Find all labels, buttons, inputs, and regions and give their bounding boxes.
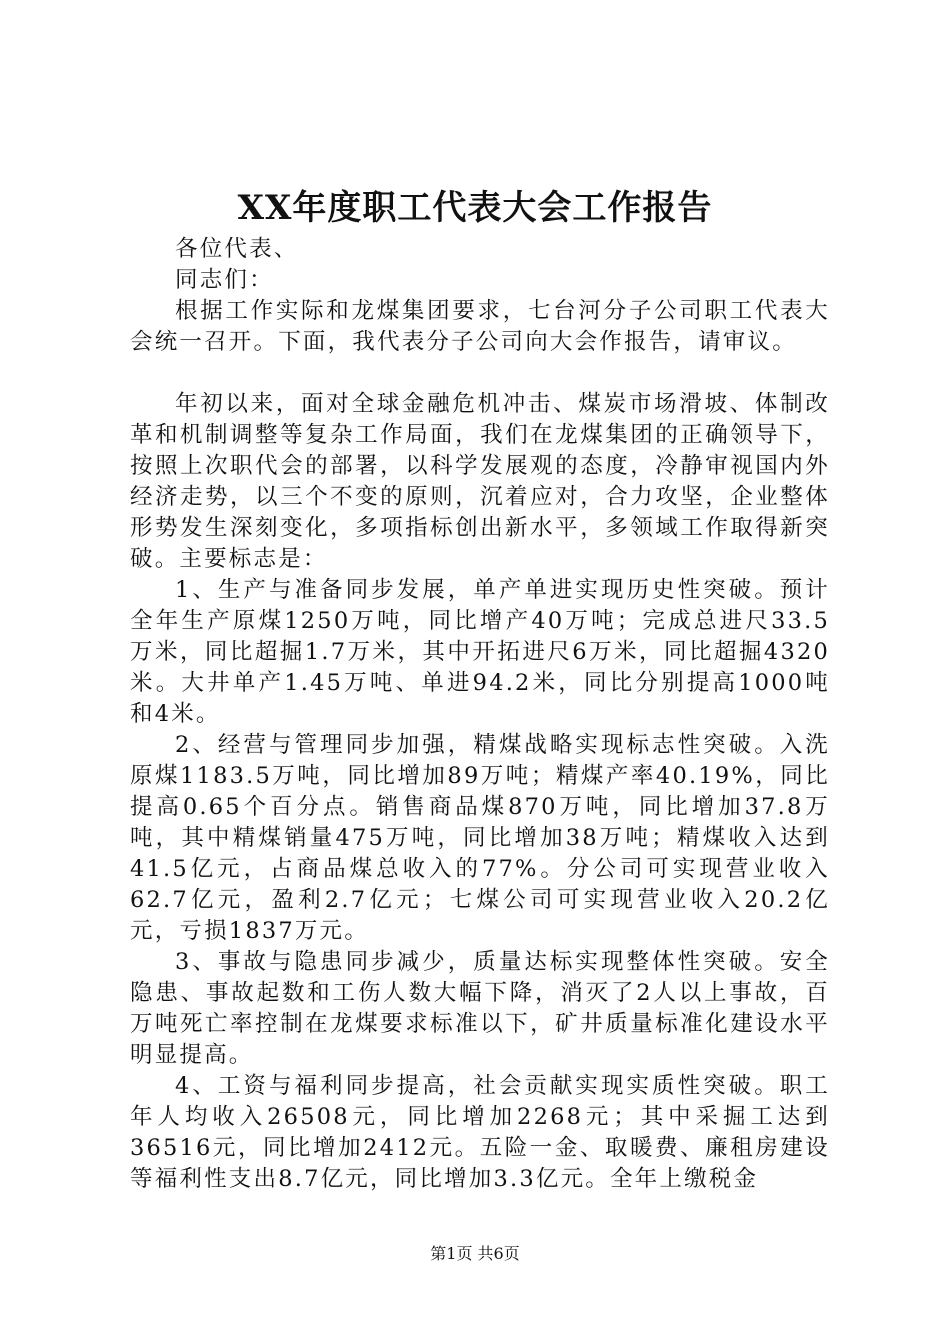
paragraph-item-4: 4、工资与福利同步提高，社会贡献实现实质性突破。职工年人均收入26508元，同比增加2268元；其中采掘工达到36516元，同比增加2412元。五险一金、取暖费、廉租房建设等福利性支出8.7亿元，同比增加3.3亿元。全年上缴税金 [130,1073,830,1192]
page-number: 第1页 共6页 [430,1244,520,1263]
paragraph-intro: 根据工作实际和龙煤集团要求，七台河分子公司职工代表大会统一召开。下面，我代表分子公司向大会作报告，请审议。 [130,298,830,355]
greeting-line: 各位代表、 [175,236,299,262]
paragraph-item-1: 1、生产与准备同步发展，单产单进实现历史性突破。预计全年生产原煤1250万吨，同比增产40万吨；完成总进尺33.5万米，同比超掘1.7万米，其中开拓进尺6万米，同比超掘4320米。大井单产1.45万吨、单进94.2米，同比分别提高1000吨和4米。 [130,577,830,727]
paragraph-item-2: 2、经营与管理同步加强，精煤战略实现标志性突破。入洗原煤1183.5万吨，同比增加89万吨；精煤产率40.19%，同比提高0.65个百分点。销售商品煤870万吨，同比增加37.8万吨，其中精煤销量475万吨，同比增加38万吨；精煤收入达到41.5亿元，占商品煤总收入的77%。分公司可实现营业收入62.7亿元，盈利2.7亿元；七煤公司可实现营业收入20.2亿元，亏损1837万元。 [130,732,830,944]
document-title: XX年度职工代表大会工作报告 [237,188,713,228]
document-body [130,234,830,1195]
paragraph-overview: 年初以来，面对全球金融危机冲击、煤炭市场滑坡、体制改革和机制调整等复杂工作局面，我们在龙煤集团的正确领导下，按照上次职代会的部署，以科学发展观的态度，冷静审视国内外经济走势，以三个不变的原则，沉着应对，合力攻坚，企业整体形势发生深刻变化，多项指标创出新水平，多领域工作取得新突破。主要标志是： [130,391,830,572]
greeting-line: 同志们： [175,267,274,293]
paragraph-item-3: 3、事故与隐患同步减少，质量达标实现整体性突破。安全隐患、事故起数和工伤人数大幅下降，消灭了2人以上事故，百万吨死亡率控制在龙煤要求标准以下，矿井质量标准化建设水平明显提高。 [130,949,830,1068]
